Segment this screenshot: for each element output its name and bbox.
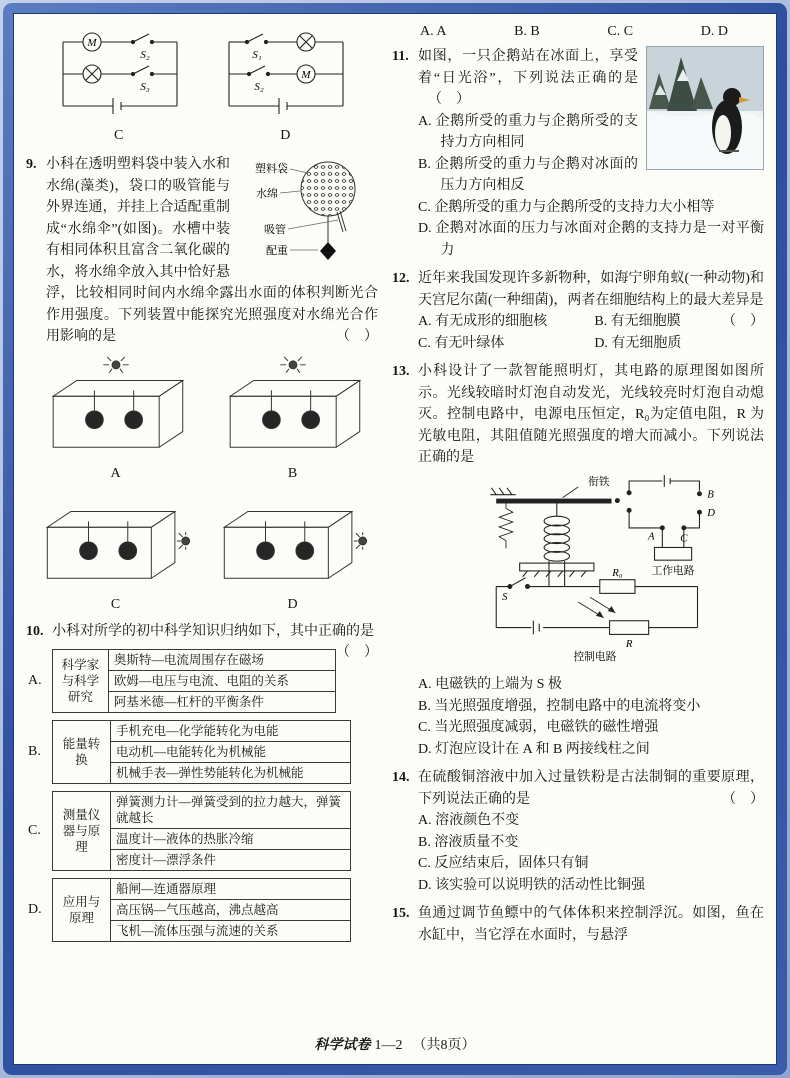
question-11-bracket: （ ） [428,92,470,107]
q10-item: 欧姆—电压与电流、电阻的关系 [108,671,335,692]
relay-circuit-diagram [463,471,719,663]
q14-option-c: C. 反应结束后，固体只有铜 [418,856,589,871]
question-11-body [418,46,764,261]
q10-answer-choices-row [392,24,764,40]
left-column [26,24,378,953]
q13-option-a: A. 电磁铁的上端为 S 极 [418,677,562,692]
q10-letter-d: D. [28,902,42,917]
circuit-figures-row [26,26,378,144]
motor-label: M [301,69,311,81]
footer-page-number: 1—2 [374,1038,403,1053]
q10-table-b [52,720,351,784]
terminal-d-label: D [707,506,716,519]
question-10-stem: 小科对所学的初中科学知识归纳如下，其中正确的是 [52,623,374,639]
question-12 [392,268,764,354]
circuit-c-diagram [45,26,193,122]
question-9-number: 9. [26,157,37,172]
q9-option-a-label: A [110,465,121,481]
q10-category: 科学家与科学研究 [53,650,109,713]
question-15-number: 15. [392,906,410,921]
q10-item: 弹簧测力计—弹簧受到的拉力越大，弹簧就越长 [111,792,351,829]
circuit-figure-c [45,26,193,144]
q10-group-b [28,720,378,784]
circuit-figure-d [211,26,359,144]
question-14-bracket: （ ） [722,791,764,807]
q10-letter-a: A. [28,673,42,688]
working-circuit-label: 工作电路 [651,564,695,577]
q9-option-c-figure [30,486,201,613]
q9-option-b-figure [207,355,378,482]
question-9-bracket: （ ） [336,329,378,344]
q12-option-c: C. 有无叶绿体 [418,335,505,351]
question-14 [392,767,764,896]
q10-category: 测量仪器与原理 [53,792,111,871]
terminal-b-label: B [707,488,714,501]
question-14-body [418,767,764,896]
q14-option-d: D. 该实验可以说明铁的活动性比铜强 [418,877,646,893]
q10-item: 机械手表—弹性势能转化为机械能 [111,763,351,784]
tank-diagram-side-lamp [214,486,372,592]
q9-option-diagrams [30,355,378,613]
q10-item: 船闸—连通器原理 [111,879,351,900]
q9-option-c-label: C [110,596,121,612]
paper [13,13,777,1065]
q10-table-c [52,791,351,871]
q14-option-a: A. 溶液颜色不变 [418,813,520,828]
tank-diagram-side-lamp [37,486,195,592]
q10-item: 电动机—电能转化为机械能 [111,742,351,763]
question-14-number: 14. [392,770,410,785]
q9-option-d-label: D [287,596,298,612]
q10-item: 阿基米德—杠杆的平衡条件 [108,692,335,713]
question-10-bracket: （ ） [336,645,378,660]
q10-letter-b: B. [28,744,41,759]
question-12-stem: 近年来我国发现许多新物种，如海宁卵角蚁(一种动物)和天宫尼尔菌(一种细菌)，两者在细胞结构上的最大差异是 [418,271,764,308]
question-14-stem: 在硫酸铜溶液中加入过量铁粉是古法制铜的重要原理，下列说法正确的是 [418,770,764,807]
question-12-number: 12. [392,271,410,286]
question-10-number: 10. [26,623,44,639]
q9-apparatus-figure [236,156,378,276]
question-12-bracket: （ ） [722,314,764,329]
question-12-body [418,268,764,354]
q10-item: 奥斯特—电流周围存在磁场 [108,650,335,671]
q11-option-b: B. 企鹅所受的重力与企鹅对冰面的压力方向相反 [418,156,638,193]
question-13-body [418,361,764,760]
q10-item: 高压锅—气压越高，沸点越高 [111,900,351,921]
q10-item: 密度计—漂浮条件 [111,850,351,871]
question-11 [392,46,764,261]
tank-diagram-top-lamp [37,355,195,461]
choice-c: C. C [607,24,634,39]
q13-circuit-figure [418,471,764,671]
q10-group-c [28,791,378,871]
question-9 [26,154,378,348]
circuit-d-caption: D [280,128,291,143]
q11-option-a: A. 企鹅所受的重力与企鹅所受的支持力方向相同 [418,113,638,150]
question-13-stem: 小科设计了一款智能照明灯，其电路的原理图如图所示。光线较暗时灯泡自动发光，光线较亮时灯泡自动熄灭。控制电路中，电源电压恒定，R₀为定值电阻，R 为光敏电阻，其阻值随光照强度的增大而减小。下列说法正确的是 [418,364,764,465]
terminal-c-label: C [680,532,688,545]
control-circuit-label: 控制电路 [573,650,617,663]
choice-b: B. B [514,24,540,39]
choice-a: A. A [420,24,447,39]
q12-option-a: A. 有无成形的细胞核 [418,314,548,329]
tank-diagram-top-lamp [214,355,372,461]
switch-label: S₂ [254,81,264,93]
right-column [392,24,764,953]
q13-option-c: C. 当光照强度减弱，电磁铁的磁性增强 [418,720,659,735]
q10-table-d [52,878,351,942]
q9-option-a-figure [30,355,201,482]
page-columns [26,24,764,953]
q14-option-b: B. 溶液质量不变 [418,834,519,850]
q10-group-d [28,878,378,942]
q10-category: 应用与原理 [53,879,111,942]
q13-option-b: B. 当光照强度增强，控制电路中的电流将变小 [418,698,701,714]
q13-option-d: D. 灯泡应设计在 A 和 B 两接线柱之间 [418,741,650,757]
straw-label: 吸管 [264,224,286,236]
q10-item: 温度计—液体的热胀冷缩 [111,829,351,850]
q10-table-a [52,649,336,713]
q12-option-d: D. 有无细胞质 [594,335,682,351]
q10-category: 能量转换 [53,721,111,784]
footer-total-pages: （共8页） [412,1038,476,1053]
footer-paper-title: 科学试卷 [314,1038,371,1053]
q10-item: 手机充电—化学能转化为电能 [111,721,351,742]
question-15-stem: 鱼通过调节鱼鳔中的气体体积来控制浮沉。如图，鱼在水缸中，当它浮在水面时，与悬浮 [418,906,764,943]
question-9-stem: 小科在透明塑料袋中装入水和水绵(藻类)，袋口的吸管能与外界连通，并挂上合适配重制成“水绵伞”(如图)。水槽中装有相同体积且富含二氧化碳的水，将水绵伞放入其中恰好悬浮，比较相同时间内水绵伞露出水面的体积判断光合作用强度。下列装置中能探究光照强度对水绵光合作用影响的是 [46,157,378,344]
q9-option-b-label: B [287,465,298,481]
weight-label: 配重 [266,245,288,257]
switch-s-label: S [502,590,508,603]
switch-label: S₁ [252,49,262,61]
question-11-stem: 如图，一只企鹅站在冰面上，享受着“日光浴”，下列说法正确的是 [418,49,638,86]
resistor-r0-label: R₀ [612,566,623,579]
armature-label: 衔铁 [588,475,610,488]
bag-label: 塑料袋 [255,163,288,175]
page-footer [14,1034,776,1054]
penguin-image [647,47,763,169]
penguin-photo [646,46,764,170]
q11-option-c: C. 企鹅所受的重力与企鹅所受的支持力大小相等 [418,199,715,215]
switch-label: S₂ [139,49,150,61]
circuit-d-diagram [211,26,359,122]
terminal-a-label: A [647,530,655,543]
question-13-number: 13. [392,364,410,379]
q11-option-d: D. 企鹅对冰面的压力与冰面对企鹅的支持力是一对平衡力 [418,221,764,258]
question-13 [392,361,764,760]
q9-apparatus-diagram [236,156,378,268]
q12-options [418,311,722,354]
q12-option-b: B. 有无细胞膜 [594,314,681,329]
choice-d: D. D [700,24,728,39]
question-15 [392,903,764,946]
page-border-frame [3,3,787,1075]
q10-group-a [28,649,336,713]
algae-label: 水绵 [256,188,278,200]
photoresistor-r-label: R [625,637,633,650]
circuit-c-caption: C [113,128,124,143]
question-9-body [46,154,378,348]
motor-label: M [87,37,97,49]
question-11-number: 11. [392,49,409,64]
switch-label: S₃ [139,81,150,93]
q10-letter-c: C. [28,823,41,838]
q9-option-d-figure [207,486,378,613]
q10-item: 飞机—流体压强与流速的关系 [111,921,351,942]
